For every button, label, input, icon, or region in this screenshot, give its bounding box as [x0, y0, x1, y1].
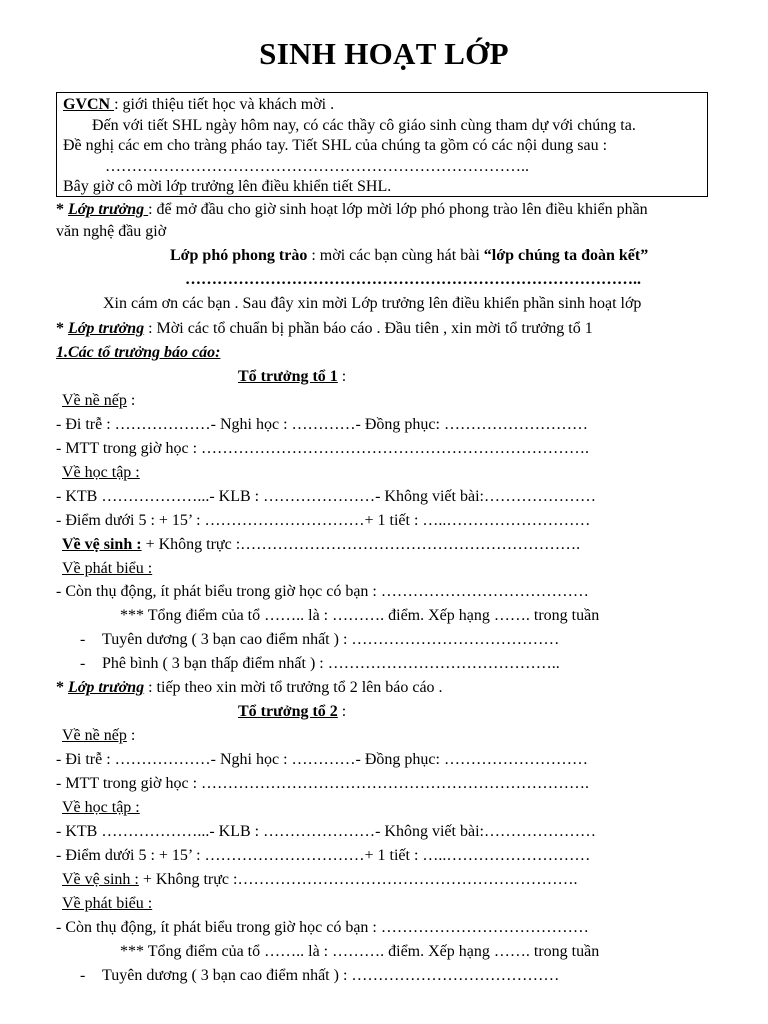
lop-truong-para-3: * Lớp trưởng : tiếp theo xin mời tổ trưởng tổ 2 lên báo cáo .	[56, 679, 443, 696]
to2-ve-sinh: Về vệ sinh : + Không trực :……………………………………………………….	[62, 871, 578, 888]
to2-hoc-tap: Về học tập :	[62, 799, 140, 816]
to2-row-thudong: - Còn thụ động, ít phát biểu trong giờ học có bạn : …………………………………	[56, 919, 589, 936]
page-title: SINH HOẠT LỚP	[259, 36, 509, 71]
intro-line-1: GVCN : giới thiệu tiết học và khách mời .	[63, 96, 335, 113]
lop-truong-para-1: * Lớp trưởng : để mở đầu cho giờ sinh hoạt lớp mời lớp phó phong trào lên điều khiển phần	[56, 201, 648, 218]
lop-truong-para-1-cont: văn nghệ đầu giờ	[56, 223, 167, 240]
to1-phe-binh: - Phê bình ( 3 bạn thấp điểm nhất ) : ……………………………………..	[102, 654, 560, 674]
to1-row-thudong: - Còn thụ động, ít phát biểu trong giờ học có bạn : …………………………………	[56, 583, 589, 600]
lop-pho-dots: …………………………………………………………………………..	[185, 271, 641, 288]
intro-line-4: ……………………………………………………………………..	[105, 158, 529, 175]
intro-line-5: Bây giờ cô mời lớp trưởng lên điều khiển tiết SHL.	[63, 178, 392, 195]
to1-tong-diem: *** Tổng điểm của tổ …….. là : ………. điểm. Xếp hạng ……. trong tuần	[120, 607, 600, 624]
to1-phat-bieu: Về phát biểu :	[62, 560, 153, 577]
to2-phat-bieu: Về phát biểu :	[62, 895, 153, 912]
to2-row-mtt: - MTT trong giờ học : ……………………………………………………………….	[56, 775, 590, 792]
intro-line-3: Đề nghị các em cho tràng pháo tay. Tiết SHL của chúng ta gồm có các nội dung sau :	[63, 137, 608, 154]
thanks-line: Xin cám ơn các bạn . Sau đây xin mời Lớp trưởng lên điều khiển phần sinh hoạt lớp	[103, 295, 642, 312]
to2-row-diem: - Điểm dưới 5 : + 15’ : …………………………+ 1 tiết : …..………………………	[56, 847, 591, 864]
to2-heading: Tổ trưởng tổ 2 :	[238, 703, 347, 720]
to2-ne-nep: Về nề nếp :	[62, 727, 136, 744]
to2-row-ktb: - KTB ………………...- KLB : …………………- Không viết bài:…………………	[56, 823, 596, 840]
to2-tuyen-duong: - Tuyên dương ( 3 bạn cao điểm nhất ) : …………………………………	[102, 966, 559, 986]
to1-row-mtt: - MTT trong giờ học : ……………………………………………………………….	[56, 440, 590, 457]
to1-row-ditre: - Đi trễ : ………………- Nghi học : …………- Đồng phục: ………………………	[56, 416, 588, 433]
to1-ve-sinh: Về vệ sinh : + Không trực :……………………………………………………….	[62, 536, 581, 553]
to1-ne-nep: Về nề nếp :	[62, 392, 136, 409]
intro-line-2: Đến với tiết SHL ngày hôm nay, có các thầy cô giáo sinh cùng tham dự với chúng ta.	[92, 117, 636, 134]
to1-row-diem: - Điểm dưới 5 : + 15’ : …………………………+ 1 tiết : …..………………………	[56, 512, 591, 529]
to1-heading: Tổ trưởng tổ 1 :	[238, 368, 347, 385]
to1-hoc-tap: Về học tập :	[62, 464, 140, 481]
lop-pho-line: Lớp phó phong trào : mời các bạn cùng hát bài “lớp chúng ta đoàn kết”	[170, 247, 649, 264]
to1-tuyen-duong: - Tuyên dương ( 3 bạn cao điểm nhất ) : …………………………………	[102, 630, 559, 650]
section-heading: 1.Các tổ trưởng báo cáo:	[56, 344, 221, 361]
to2-tong-diem: *** Tổng điểm của tổ …….. là : ………. điểm. Xếp hạng ……. trong tuần	[120, 943, 600, 960]
to1-row-ktb: - KTB ………………...- KLB : …………………- Không viết bài:…………………	[56, 488, 596, 505]
to2-row-ditre: - Đi trễ : ………………- Nghi học : …………- Đồng phục: ………………………	[56, 751, 588, 768]
lop-truong-para-2: * Lớp trưởng : Mời các tổ chuẩn bị phần báo cáo . Đầu tiên , xin mời tổ trưởng tổ 1	[56, 320, 593, 337]
